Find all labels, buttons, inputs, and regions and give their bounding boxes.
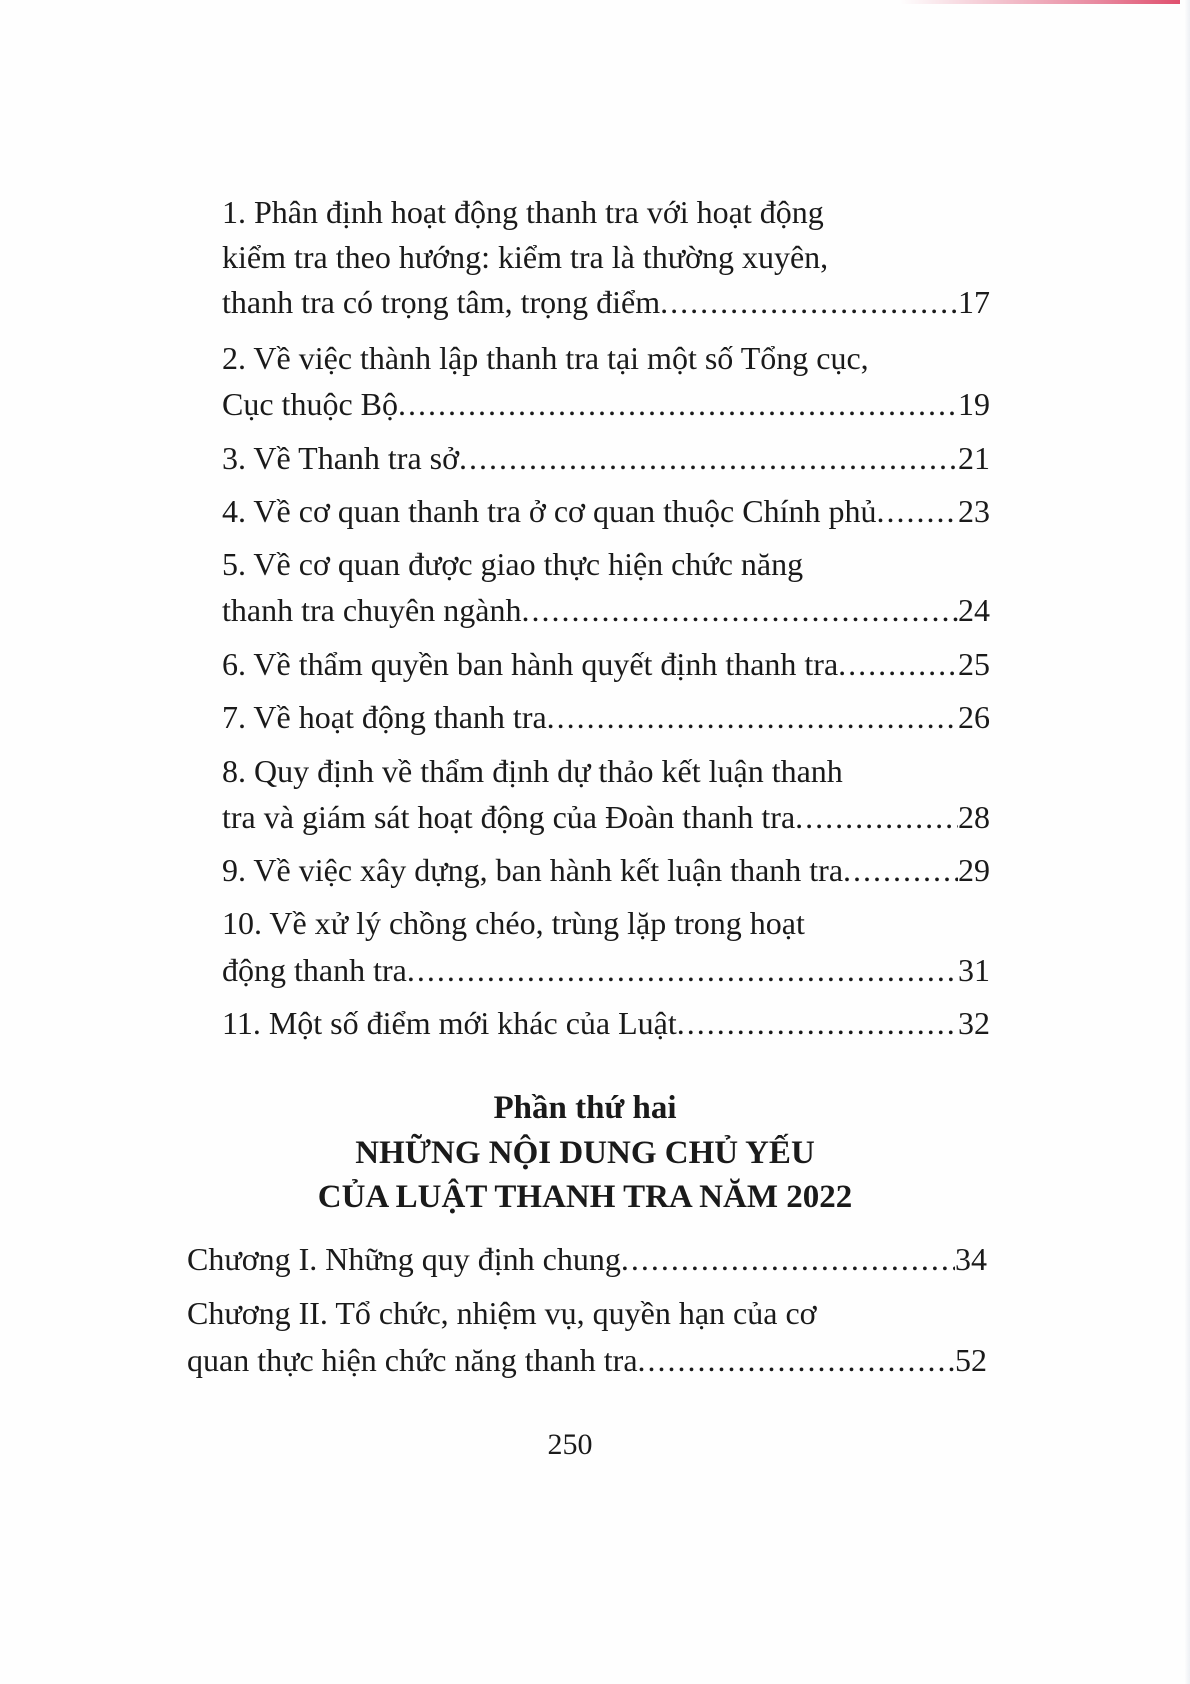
toc-page-number: 26 [958, 699, 990, 735]
toc-entry-leader-line [222, 797, 990, 837]
toc-entry-line [222, 338, 869, 378]
toc-entry-line [222, 192, 914, 232]
toc-page-number: 17 [958, 284, 990, 320]
toc-entry-leader-line [222, 282, 990, 322]
toc-page-number: 21 [958, 440, 990, 476]
toc-entry-text: 5. Về cơ quan được giao thực hiện chức năng [222, 546, 804, 582]
section-part-label: Phần thứ hai [493, 1090, 677, 1126]
toc-entry-text: Cục thuộc Bộ [222, 386, 398, 422]
toc-entry-line [187, 1293, 817, 1333]
toc-entry-text: 7. Về hoạt động thanh tra [222, 699, 547, 735]
toc-entry-text: 6. Về thẩm quyền ban hành quyết định thanh tra [222, 646, 839, 682]
toc-entry-text: Chương II. Tổ chức, nhiệm vụ, quyền hạn của cơ [187, 1295, 817, 1331]
toc-page-number: 31 [958, 952, 990, 988]
dot-leader [660, 282, 958, 322]
toc-entry-line [222, 544, 803, 584]
dot-leader [838, 644, 958, 684]
toc-page-number: 28 [958, 799, 990, 835]
dot-leader [459, 438, 958, 478]
toc-entry-text: 8. Quy định về thẩm định dự thảo kết luận thanh [222, 753, 843, 789]
toc-entry-text: 9. Về việc xây dựng, ban hành kết luận thanh tra [222, 852, 844, 888]
toc-entry-text: thanh tra có trọng tâm, trọng điểm [222, 284, 661, 320]
dot-leader [407, 950, 958, 990]
toc-entry-text: 10. Về xử lý chồng chéo, trùng lặp trong hoạt [222, 905, 805, 941]
toc-entry-text: Chương I. Những quy định chung [187, 1241, 621, 1277]
dot-leader [843, 850, 958, 890]
section-title-line-1: NHỮNG NỘI DUNG CHỦ YẾU [355, 1135, 815, 1171]
toc-page-number: 25 [958, 646, 990, 682]
toc-entry-leader-line [222, 491, 990, 531]
toc-page-number: 29 [958, 852, 990, 888]
toc-page-number: 24 [958, 592, 990, 628]
toc-entry-leader-line [222, 438, 990, 478]
toc-entry-text: tra và giám sát hoạt động của Đoàn thanh tra [222, 799, 796, 835]
toc-entry-line [222, 751, 843, 791]
toc-page-number: 52 [955, 1342, 987, 1378]
toc-entry-leader-line [222, 1003, 990, 1043]
dot-leader [677, 1003, 958, 1043]
toc-entry-leader-line [222, 850, 990, 890]
toc-entry-text: 3. Về Thanh tra sở [222, 440, 460, 476]
dot-leader [398, 384, 958, 424]
toc-page-number: 23 [958, 493, 990, 529]
toc-entry-leader-line [187, 1239, 987, 1279]
toc-entry-text: 1. Phân định hoạt động thanh tra với hoạt động [222, 194, 824, 230]
toc-page-number: 32 [958, 1005, 990, 1041]
toc-entry-text: kiểm tra theo hướng: kiểm tra là thường xuyên, [222, 239, 829, 275]
toc-entry-text: quan thực hiện chức năng thanh tra [187, 1342, 638, 1378]
page-edge-shadow [1184, 0, 1190, 1684]
toc-entry-leader-line [222, 384, 990, 424]
toc-entry-text: thanh tra chuyên ngành [222, 592, 522, 628]
toc-page-number: 34 [955, 1241, 987, 1277]
toc-entry-leader-line [187, 1340, 987, 1380]
dot-leader [621, 1239, 955, 1279]
dot-leader [795, 797, 958, 837]
toc-entry-leader-line [222, 590, 990, 630]
toc-page-number: 19 [958, 386, 990, 422]
page-edge-mark [900, 0, 1180, 4]
toc-entry-text: 4. Về cơ quan thanh tra ở cơ quan thuộc Chính phủ [222, 493, 877, 529]
toc-entry-text: 11. Một số điểm mới khác của Luật [222, 1005, 677, 1041]
dot-leader [638, 1340, 955, 1380]
page-number: 250 [547, 1428, 593, 1461]
dot-leader [521, 590, 958, 630]
dot-leader [876, 491, 958, 531]
toc-entry-leader-line [222, 950, 990, 990]
toc-entry-line [222, 903, 805, 943]
toc-entry-leader-line [222, 644, 990, 684]
toc-entry-text: 2. Về việc thành lập thanh tra tại một số Tổng cục, [222, 340, 869, 376]
toc-entry-text: động thanh tra [222, 952, 407, 988]
toc-entry-line [222, 237, 914, 277]
dot-leader [547, 697, 958, 737]
toc-entry-leader-line [222, 697, 990, 737]
section-title-line-2: CỦA LUẬT THANH TRA NĂM 2022 [317, 1179, 853, 1215]
